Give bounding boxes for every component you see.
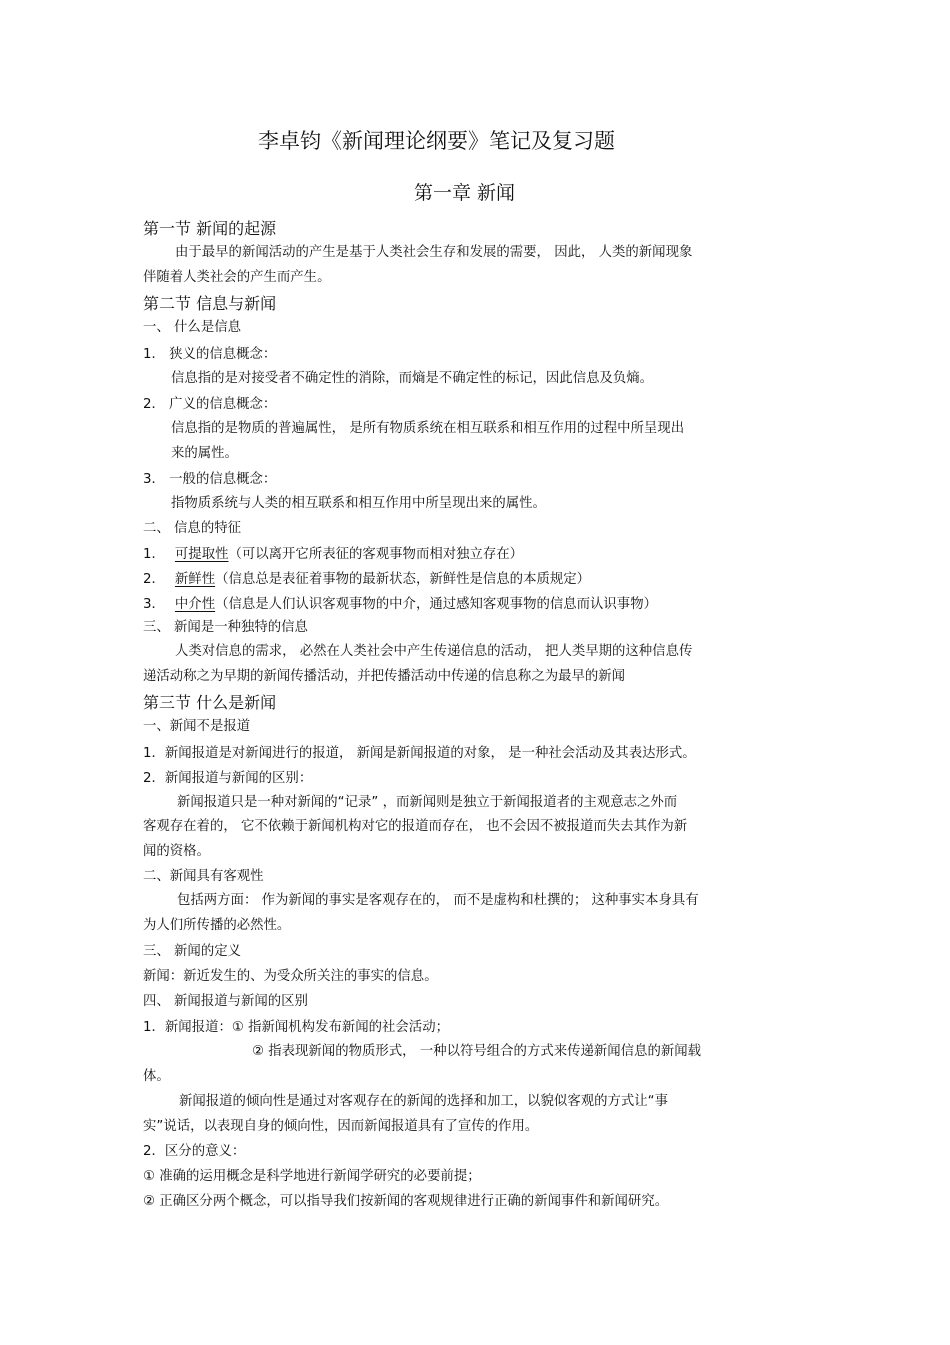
paragraph-line: 客观存在着的， 它不依赖于新闻机构对它的报道而存在， 也不会因不被报道而失去其作为新 — [143, 819, 688, 834]
list-item: 2．区分的意义： — [143, 1144, 246, 1159]
list-item: ② 正确区分两个概念，可以指导我们按新闻的客观规律进行正确的新闻事件和新闻研究。 — [143, 1194, 669, 1209]
paragraph-line: 递活动称之为早期的新闻传播活动，并把传播活动中传递的信息称之为最早的新闻 — [143, 669, 626, 684]
list-item: ① 准确的运用概念是科学地进行新闻学研究的必要前提； — [143, 1169, 481, 1184]
term-underlined: 中介性 — [174, 597, 216, 612]
document-title: 李卓钧《新闻理论纲要》笔记及复习题 — [258, 129, 615, 153]
chapter-heading: 第一章 新闻 — [414, 182, 516, 204]
paragraph-line: 新闻报道的倾向性是通过对客观存在的新闻的选择和加工，以貌似客观的方式让“事 — [179, 1094, 668, 1109]
list-item: 1．新闻报道是对新闻进行的报道， 新闻是新闻报道的对象， 是一种社会活动及其表达形式。 — [143, 746, 696, 761]
section-heading-2: 第二节 信息与新闻 — [143, 294, 277, 313]
paragraph-line: 伴随着人类社会的产生而产生。 — [143, 270, 331, 285]
list-item — [143, 596, 657, 614]
term-underlined: 可提取性 — [174, 547, 229, 562]
list-number: 3． — [143, 597, 165, 612]
subheading: 一、 什么是信息 — [143, 320, 241, 335]
paragraph-line: 闻的资格。 — [143, 844, 210, 859]
subheading: 三、 新闻是一种独特的信息 — [143, 620, 308, 635]
list-number: 1． — [143, 547, 165, 562]
term-description: （信息总是表征着事物的最新状态，新鲜性是信息的本质规定） — [215, 572, 591, 587]
paragraph-line: 为人们所传播的必然性。 — [143, 918, 291, 933]
list-item: 1． 狭义的信息概念： — [143, 347, 277, 362]
subheading: 三、 新闻的定义 — [143, 944, 241, 959]
section-heading-1: 第一节 新闻的起源 — [143, 219, 277, 238]
paragraph-line: 包括两方面： 作为新闻的事实是客观存在的， 而不是虚构和杜撰的； 这种事实本身具有 — [177, 893, 699, 908]
paragraph-line: 由于最早的新闻活动的产生是基于人类社会生存和发展的需要， 因此， 人类的新闻现象 — [175, 245, 693, 260]
term-description: （信息是人们认识客观事物的中介，通过感知客观事物的信息而认识事物） — [215, 597, 657, 612]
paragraph-line: 人类对信息的需求， 必然在人类社会中产生传递信息的活动， 把人类早期的这种信息传 — [175, 644, 693, 659]
paragraph-line: 新闻报道只是一种对新闻的“记录” ，而新闻则是独立于新闻报道者的主观意志之外而 — [177, 795, 678, 810]
paragraph-line: 信息指的是物质的普遍属性， 是所有物质系统在相互联系和相互作用的过程中所呈现出 — [171, 421, 685, 436]
term-underlined: 新鲜性 — [174, 572, 216, 587]
list-number: 2． — [143, 572, 165, 587]
list-item — [143, 571, 590, 589]
term-description: （可以离开它所表征的客观事物而相对独立存在） — [228, 547, 524, 562]
paragraph-line: 信息指的是对接受者不确定性的消除，而熵是不确定性的标记，因此信息及负熵。 — [171, 371, 654, 386]
paragraph-line: 指物质系统与人类的相互联系和相互作用中所呈现出来的属性。 — [171, 496, 546, 511]
list-item: 1．新闻报道：① 指新闻机构发布新闻的社会活动； — [143, 1020, 449, 1035]
subheading: 一、新闻不是报道 — [143, 719, 251, 734]
list-item: 2．新闻报道与新闻的区别： — [143, 771, 313, 786]
subheading: 四、 新闻报道与新闻的区别 — [143, 994, 308, 1009]
subheading: 二、新闻具有客观性 — [143, 869, 264, 884]
paragraph-line: 体。 — [143, 1069, 170, 1084]
paragraph-line: 新闻：新近发生的、为受众所关注的事实的信息。 — [143, 969, 438, 984]
paragraph-line: 实”说话，以表现自身的倾向性，因而新闻报道具有了宣传的作用。 — [143, 1119, 539, 1134]
subheading: 二、 信息的特征 — [143, 521, 241, 536]
section-heading-3: 第三节 什么是新闻 — [143, 693, 277, 712]
list-item: 2． 广义的信息概念： — [143, 397, 277, 412]
paragraph-line: 来的属性。 — [171, 446, 238, 461]
list-item: 3． 一般的信息概念： — [143, 472, 277, 487]
paragraph-line: ② 指表现新闻的物质形式， 一种以符号组合的方式来传递新闻信息的新闻载 — [252, 1044, 702, 1059]
list-item — [143, 546, 523, 564]
